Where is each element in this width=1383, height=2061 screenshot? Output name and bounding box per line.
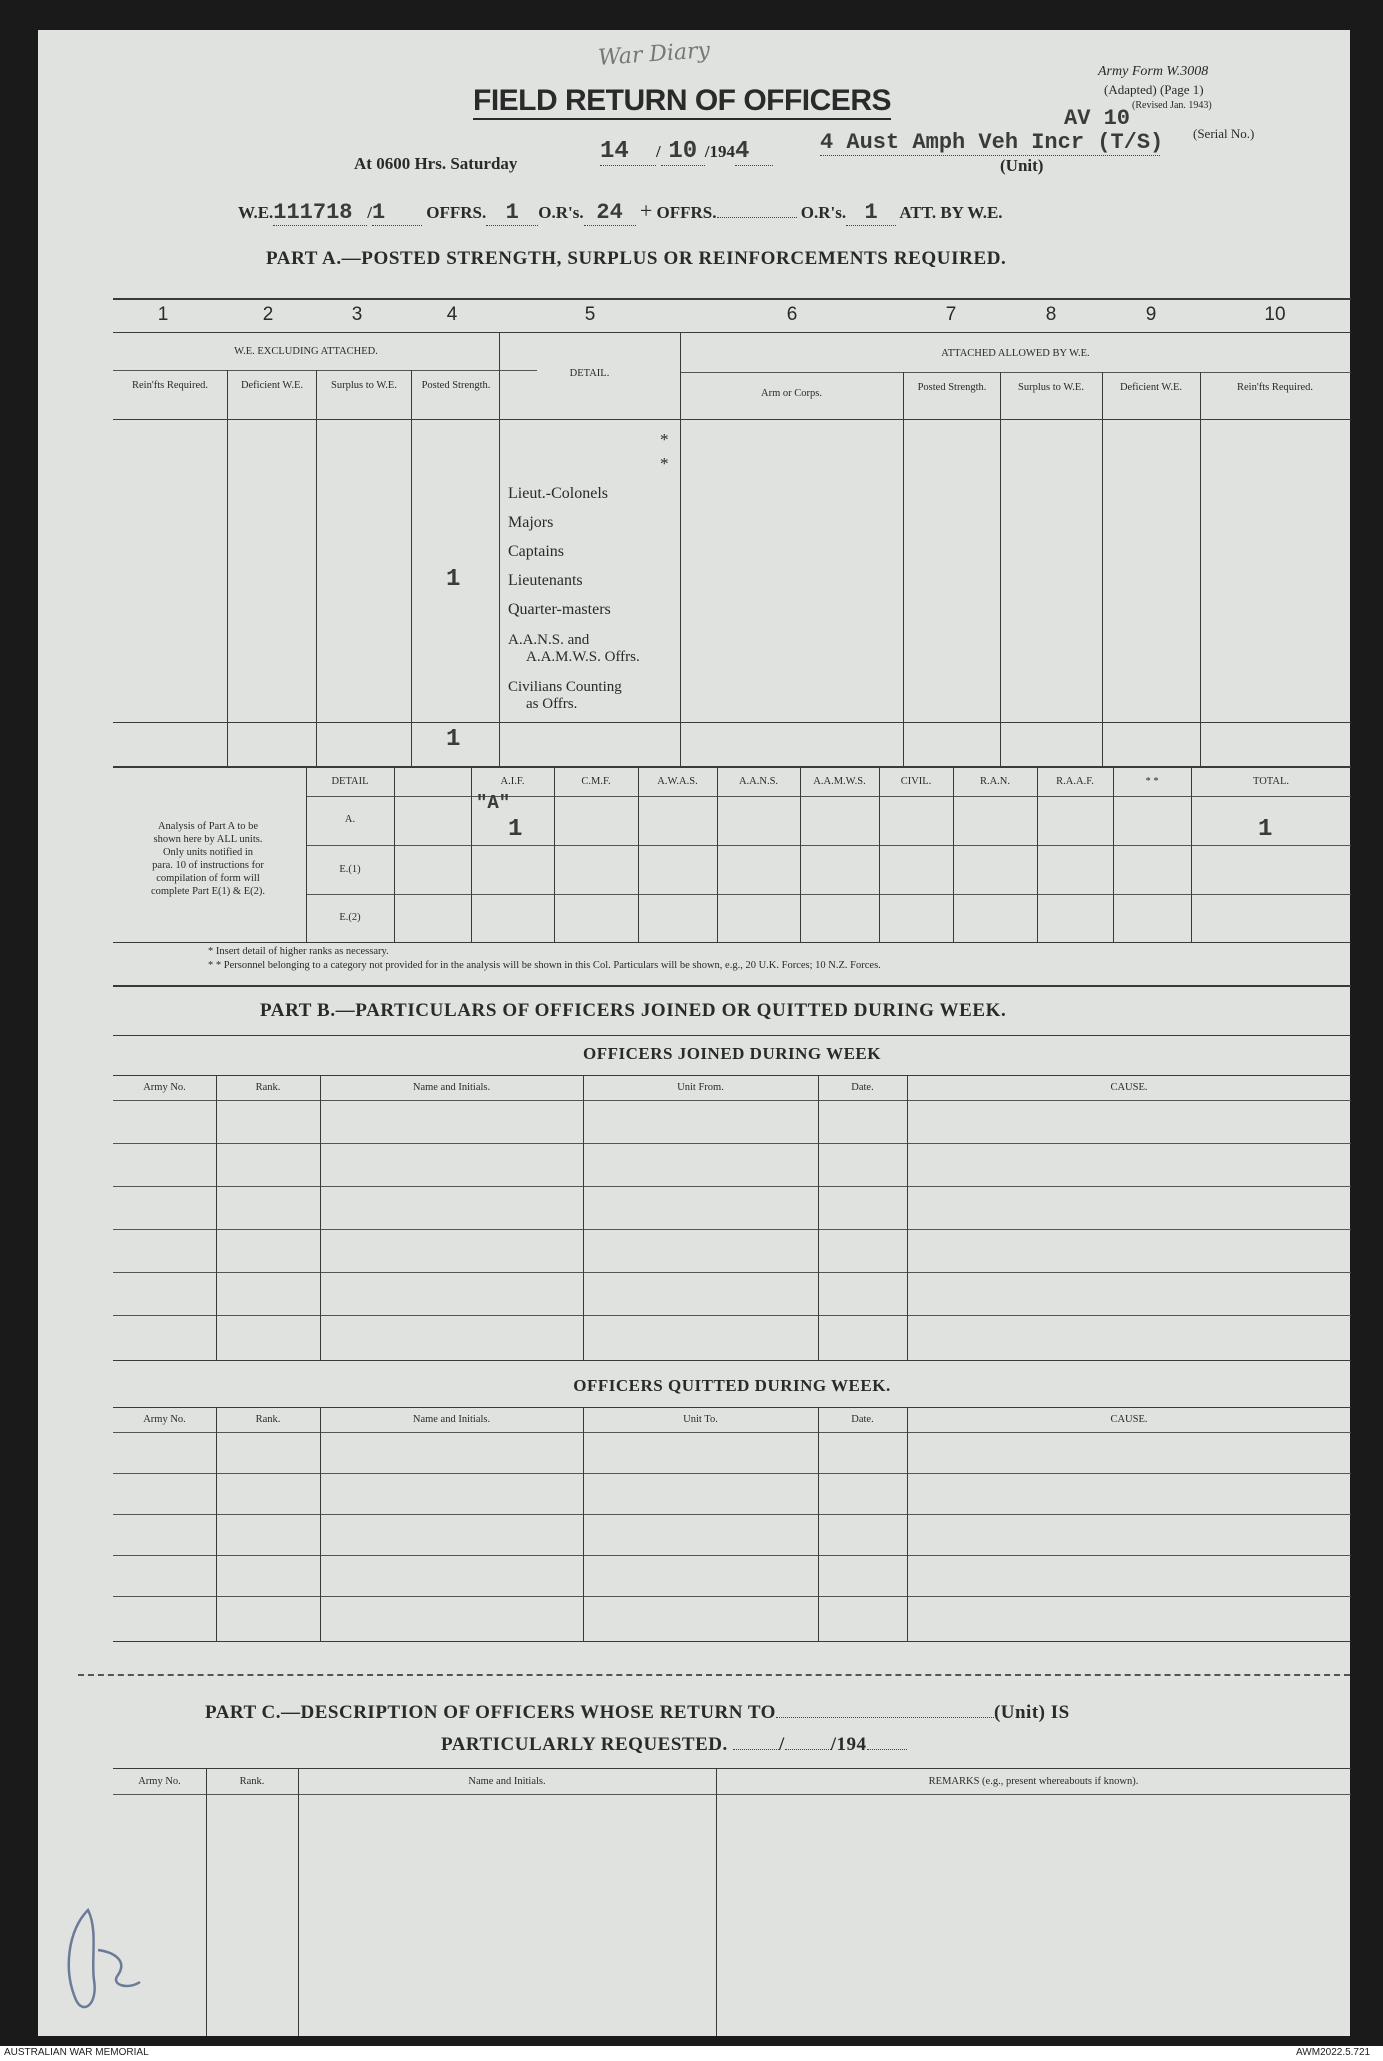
quitted-col-rank: Rank.: [255, 1414, 281, 1425]
tear-off-line: [78, 1674, 1350, 1676]
col-number-10: 10: [1264, 304, 1286, 325]
total-posted-value: 1: [446, 726, 461, 753]
offrs-value: 1: [486, 200, 538, 226]
part-c-title-line1: PART C.—DESCRIPTION OF OFFICERS WHOSE RETURN TO (Unit) IS: [205, 1702, 1070, 1723]
rank-civilians-cont: as Offrs.: [526, 696, 578, 712]
aif-mark: "A": [476, 792, 511, 814]
analysis-civil-header: CIVIL.: [900, 776, 932, 787]
part-a-title: PART A.—POSTED STRENGTH, SURPLUS OR REINFORCEMENTS REQUIRED.: [266, 248, 1007, 269]
col-deficient-right: Deficient W.E.: [1119, 382, 1183, 393]
joined-col-unit-from: Unit From.: [677, 1082, 724, 1093]
part-c-col-remarks: REMARKS (e.g., present whereabouts if known).: [928, 1776, 1139, 1787]
col-arm-corps: Arm or Corps.: [761, 388, 822, 399]
we-excluding-header: W.E. EXCLUDING ATTACHED.: [234, 346, 378, 357]
rank-majors: Majors: [508, 514, 554, 531]
col-number-3: 3: [351, 304, 363, 325]
part-c-title-line2: PARTICULARLY REQUESTED. / /194: [441, 1734, 907, 1756]
col-reinfts-right: Rein'fts Required.: [1237, 382, 1313, 393]
aif-a-value: 1: [508, 816, 523, 843]
analysis-detail-header: DETAIL: [331, 776, 369, 787]
joined-col-date: Date.: [851, 1082, 874, 1093]
month-value: 10: [661, 138, 705, 166]
analysis-cmf-header: C.M.F.: [581, 776, 611, 787]
page-footer: [0, 2046, 1383, 2061]
col-posted-left: Posted Strength.: [421, 380, 491, 391]
joined-col-rank: Rank.: [255, 1082, 281, 1093]
part-c-col-army-no: Army No.: [138, 1776, 181, 1787]
col-deficient-left: Deficient W.E.: [240, 380, 304, 391]
at-label: At 0600 Hrs. Saturday: [354, 154, 518, 173]
analysis-other-header: * *: [1145, 776, 1159, 787]
serial-value: AV 10: [1064, 106, 1131, 131]
rank-aans: A.A.N.S. and: [508, 632, 590, 648]
part-c-col-name: Name and Initials.: [468, 1776, 546, 1787]
col-surplus-right: Surplus to W.E.: [1018, 382, 1084, 393]
col-number-9: 9: [1145, 304, 1157, 325]
unit-label: (Unit): [1000, 156, 1044, 175]
quitted-col-date: Date.: [851, 1414, 874, 1425]
footer-right: AWM2022.5.721: [1296, 2047, 1371, 2058]
rank-quartermasters: Quarter-masters: [508, 601, 611, 618]
rank-civilians: Civilians Counting: [508, 679, 622, 695]
analysis-row-a: A.: [344, 814, 356, 825]
col-number-8: 8: [1045, 304, 1057, 325]
we-line: W.E.111718 /1 OFFRS. 1 O.R's. 24 + OFFRS. O.R's. 1 ATT. BY W.E.: [238, 198, 1003, 225]
col-number-5: 5: [584, 304, 596, 325]
joined-col-cause: CAUSE.: [1110, 1082, 1148, 1093]
analysis-ran-header: R.A.N.: [979, 776, 1011, 787]
quitted-col-unit-to: Unit To.: [683, 1414, 718, 1425]
footnote-ranks: * Insert detail of higher ranks as necessary.: [208, 946, 389, 957]
analysis-aamws-header: A.A.M.W.S.: [813, 776, 866, 787]
ors2-value: 1: [846, 200, 896, 226]
total-a-value: 1: [1258, 816, 1273, 843]
page-title: FIELD RETURN OF OFFICERS: [473, 84, 891, 120]
analysis-total-header: TOTAL.: [1252, 776, 1289, 787]
quitted-title: OFFICERS QUITTED DURING WEEK.: [573, 1376, 891, 1395]
joined-title: OFFICERS JOINED DURING WEEK: [583, 1044, 881, 1063]
unit-value: 4 Aust Amph Veh Incr (T/S): [820, 130, 1164, 155]
lieutenants-posted-value: 1: [446, 566, 461, 593]
joined-col-army-no: Army No.: [143, 1082, 186, 1093]
day-value: 14: [600, 138, 656, 166]
col-number-1: 1: [157, 304, 169, 325]
analysis-awas-header: A.W.A.S.: [657, 776, 698, 787]
form-adapted: (Adapted) (Page 1): [1104, 82, 1204, 97]
year-value: 4: [735, 138, 773, 166]
col-posted-right: Posted Strength.: [917, 382, 987, 393]
handwritten-note: War Diary: [597, 38, 711, 71]
analysis-aans-header: A.A.N.S.: [738, 776, 779, 787]
footer-left: AUSTRALIAN WAR MEMORIAL: [4, 2047, 149, 2058]
rank-lt-colonels: Lieut.-Colonels: [508, 485, 608, 502]
quitted-col-army-no: Army No.: [143, 1414, 186, 1425]
date-field: 14 / 10 /1944: [600, 138, 773, 166]
attached-allowed-header: ATTACHED ALLOWED BY W.E.: [941, 348, 1090, 359]
analysis-note: Analysis of Part A to be shown here by ALL units. Only units notified in para. 10 of instructions for compilation of form will complete Part E(1) & E(2).: [150, 821, 265, 897]
col-number-2: 2: [262, 304, 274, 325]
we-sub-value: 1: [372, 200, 422, 226]
joined-col-name: Name and Initials.: [412, 1082, 491, 1093]
star-marker: *: [660, 454, 669, 473]
part-b-title: PART B.—PARTICULARS OF OFFICERS JOINED OR QUITTED DURING WEEK.: [260, 1000, 1007, 1021]
col-surplus-left: Surplus to W.E.: [331, 380, 397, 391]
we-value: 111718: [273, 200, 367, 226]
analysis-raaf-header: R.A.A.F.: [1056, 776, 1094, 787]
detail-header: DETAIL.: [569, 368, 610, 379]
ors-value: 24: [584, 200, 636, 226]
col-reinfts-left: Rein'fts Required.: [132, 380, 208, 391]
quitted-col-name: Name and Initials.: [412, 1414, 491, 1425]
col-number-6: 6: [786, 304, 798, 325]
rank-aamws: A.A.M.W.S. Offrs.: [526, 649, 640, 665]
footnote-personnel: * * Personnel belonging to a category not provided for in the analysis will be shown in this Col. Particulars will be shown, e.g., 20 U.K. Forces; 10 N.Z. Forces.: [208, 960, 881, 971]
quitted-col-cause: CAUSE.: [1110, 1414, 1148, 1425]
signature-mark: [58, 1890, 148, 2020]
analysis-aif-header: A.I.F.: [500, 776, 525, 787]
form-number: Army Form W.3008: [1098, 64, 1209, 79]
col-number-4: 4: [446, 304, 458, 325]
serial-label: (Serial No.): [1193, 126, 1255, 141]
star-marker: *: [660, 430, 669, 449]
rank-captains: Captains: [508, 543, 564, 560]
analysis-row-e2: E.(2): [339, 912, 361, 923]
part-c-col-rank: Rank.: [239, 1776, 265, 1787]
form-revised: (Revised Jan. 1943): [1132, 100, 1212, 111]
analysis-row-e1: E.(1): [339, 864, 361, 875]
rank-lieutenants: Lieutenants: [508, 572, 583, 589]
col-number-7: 7: [945, 304, 957, 325]
form-paper: [38, 30, 1350, 2036]
